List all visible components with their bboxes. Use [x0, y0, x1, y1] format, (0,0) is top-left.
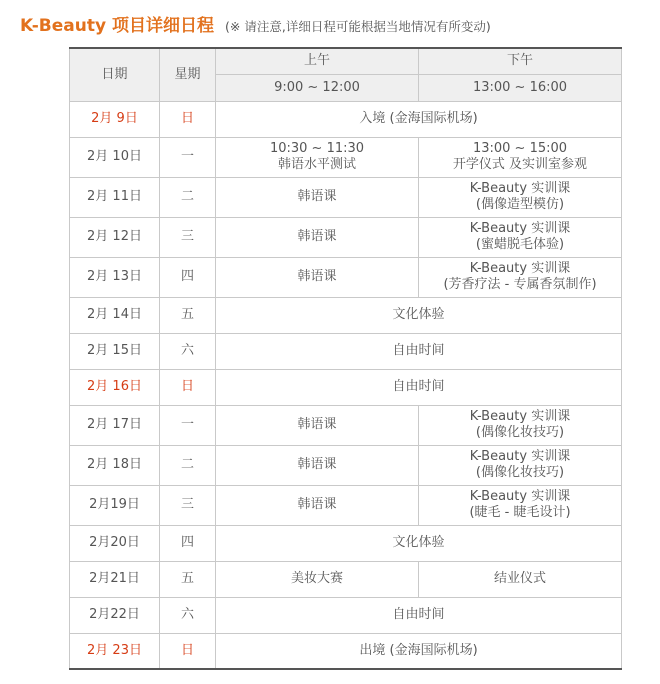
date-cell: 2月20日	[70, 525, 160, 561]
table-row	[70, 217, 622, 257]
header-pm: 下午	[419, 48, 622, 74]
date-cell: 2月 10日	[70, 137, 160, 177]
weekday-cell: 五	[160, 297, 216, 333]
table-row	[70, 485, 622, 525]
date-cell: 2月 12日	[70, 217, 160, 257]
schedule-body	[70, 101, 622, 669]
pm-cell-line: K-Beauty 实训课	[469, 181, 571, 196]
weekday-cell: 四	[160, 257, 216, 297]
am-cell-line: 韩语课	[297, 457, 337, 472]
am-cell-line: 韩语课	[297, 497, 337, 512]
am-cell-line: 10:30 ~ 11:30	[269, 141, 365, 156]
full-day-cell	[216, 333, 622, 369]
date-cell: 2月 23日	[70, 633, 160, 669]
pm-cell-line: (睫毛 - 睫毛设计)	[469, 505, 571, 520]
schedule-note: (※ 请注意,详细日程可能根据当地情况有所变动)	[225, 19, 491, 34]
full-day-cell-line: 自由时间	[392, 343, 445, 358]
pm-cell	[419, 561, 622, 597]
date-cell: 2月 16日	[70, 369, 160, 405]
weekday-cell: 四	[160, 525, 216, 561]
pm-cell-line: 结业仪式	[493, 571, 546, 586]
pm-cell-line: K-Beauty 实训课	[469, 449, 571, 464]
table-row	[70, 561, 622, 597]
page-title: K-Beauty 项目详细日程	[20, 16, 214, 36]
header-date: 日期	[70, 48, 160, 101]
am-cell	[216, 485, 419, 525]
header-am: 上午	[216, 48, 419, 74]
weekday-cell: 二	[160, 177, 216, 217]
full-day-cell-line: 文化体验	[392, 535, 445, 550]
pm-cell-line: (芳香疗法 - 专属香氛制作)	[443, 277, 597, 292]
full-day-cell	[216, 633, 622, 669]
table-row	[70, 445, 622, 485]
full-day-cell-line: 文化体验	[392, 307, 445, 322]
date-cell: 2月22日	[70, 597, 160, 633]
date-cell: 2月 17日	[70, 405, 160, 445]
date-cell: 2月 15日	[70, 333, 160, 369]
weekday-cell: 一	[160, 405, 216, 445]
pm-cell-line: K-Beauty 实训课	[469, 221, 571, 236]
am-cell	[216, 561, 419, 597]
am-cell	[216, 137, 419, 177]
date-cell: 2月19日	[70, 485, 160, 525]
date-cell: 2月 14日	[70, 297, 160, 333]
full-day-cell-line: 自由时间	[392, 607, 445, 622]
am-cell-line: 韩语水平测试	[277, 157, 356, 172]
am-cell-line: 韩语课	[297, 269, 337, 284]
pm-cell	[419, 405, 622, 445]
table-row	[70, 177, 622, 217]
am-cell	[216, 445, 419, 485]
pm-cell	[419, 217, 622, 257]
full-day-cell-line: 自由时间	[392, 379, 445, 394]
table-row	[70, 257, 622, 297]
pm-cell	[419, 485, 622, 525]
full-day-cell	[216, 101, 622, 137]
table-row	[70, 137, 622, 177]
pm-cell-line: (偶像化妆技巧)	[475, 425, 565, 440]
header-pm-time: 13:00 ~ 16:00	[419, 74, 622, 101]
pm-cell	[419, 177, 622, 217]
am-cell	[216, 257, 419, 297]
table-row	[70, 597, 622, 633]
pm-cell-line: K-Beauty 实训课	[469, 261, 571, 276]
am-cell-line: 韩语课	[297, 417, 337, 432]
weekday-cell: 日	[160, 369, 216, 405]
am-cell	[216, 405, 419, 445]
am-cell-line: 韩语课	[297, 229, 337, 244]
full-day-cell	[216, 597, 622, 633]
pm-cell-line: (偶像化妆技巧)	[475, 465, 565, 480]
full-day-cell	[216, 297, 622, 333]
full-day-cell-line: 出境 (金海国际机场)	[359, 642, 478, 658]
table-row	[70, 297, 622, 333]
table-row	[70, 333, 622, 369]
date-cell: 2月 18日	[70, 445, 160, 485]
pm-cell-line: K-Beauty 实训课	[469, 409, 571, 424]
weekday-cell: 日	[160, 101, 216, 137]
table-row	[70, 369, 622, 405]
weekday-cell: 六	[160, 333, 216, 369]
table-row	[70, 525, 622, 561]
date-cell: 2月21日	[70, 561, 160, 597]
table-row	[70, 101, 622, 137]
am-cell	[216, 177, 419, 217]
full-day-cell-line: 入境 (金海国际机场)	[359, 111, 478, 126]
weekday-cell: 三	[160, 217, 216, 257]
full-day-cell	[216, 369, 622, 405]
header-weekday: 星期	[160, 48, 216, 101]
pm-cell	[419, 137, 622, 177]
weekday-cell: 五	[160, 561, 216, 597]
pm-cell-line: K-Beauty 实训课	[469, 489, 571, 504]
pm-cell	[419, 445, 622, 485]
full-day-cell	[216, 525, 622, 561]
pm-cell-line: 13:00 ~ 15:00	[472, 141, 568, 156]
am-cell-line: 韩语课	[297, 189, 337, 204]
schedule-table	[69, 47, 622, 670]
weekday-cell: 六	[160, 597, 216, 633]
table-row	[70, 405, 622, 445]
weekday-cell: 日	[160, 633, 216, 669]
am-cell-line: 美妆大赛	[290, 571, 343, 586]
table-row	[70, 633, 622, 669]
weekday-cell: 二	[160, 445, 216, 485]
date-cell: 2月 11日	[70, 177, 160, 217]
title-row	[20, 11, 491, 36]
header-am-time: 9:00 ~ 12:00	[216, 74, 419, 101]
am-cell	[216, 217, 419, 257]
weekday-cell: 三	[160, 485, 216, 525]
pm-cell-line: 开学仪式 及实训室参观	[452, 157, 588, 172]
pm-cell-line: (偶像造型模仿)	[475, 197, 565, 212]
date-cell: 2月 13日	[70, 257, 160, 297]
weekday-cell: 一	[160, 137, 216, 177]
date-cell: 2月 9日	[70, 101, 160, 137]
pm-cell-line: (蜜蜡脱毛体验)	[475, 237, 565, 252]
pm-cell	[419, 257, 622, 297]
